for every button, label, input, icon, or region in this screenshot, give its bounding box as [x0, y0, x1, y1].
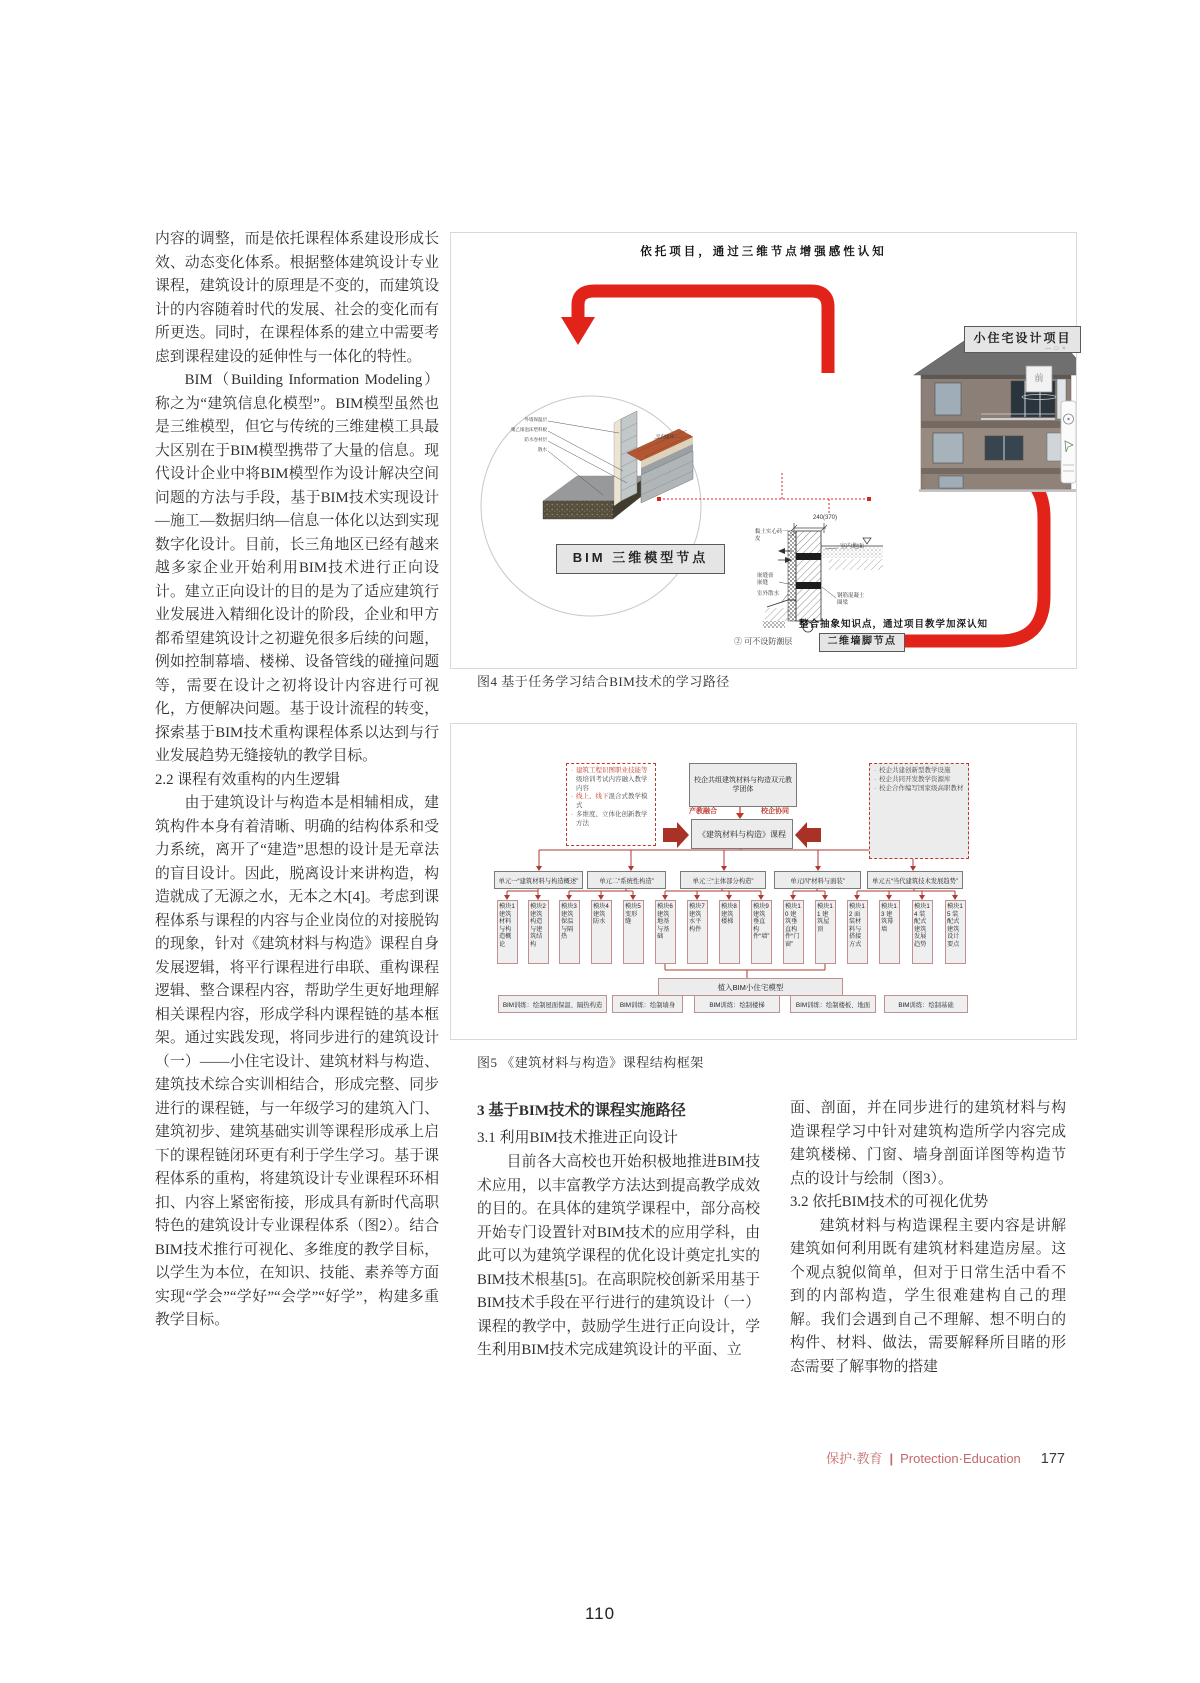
red-arch-arrowhead: [561, 317, 595, 345]
module-box-14: 模块14 装配式建筑发展趋势: [912, 900, 933, 964]
footer-divider: |: [889, 1451, 894, 1466]
left-column: [155, 228, 439, 1333]
module-box-8: 模块8 建筑楼梯: [719, 900, 740, 964]
figure4-integrate-text: 整合抽象知识点，通过项目教学加深认知: [799, 619, 989, 630]
paragraph: 目前各大高校也开始积极地推进BIM技术应用，以丰富教学方法达到提高教学成效的目的。在具体的建筑学课程中，部分高校开始专门设置针对BIM技术的应用学科，由此可以为建筑学课程的优化设计奠定扎实的BIM技术根基[5]。在高职院校创新采用基于BIM技术手段在平行进行的建筑设计（一）课程的教学中，鼓励学生进行正向设计，学生利用BIM技术完成建筑设计的平面、立: [477, 1154, 760, 1358]
unit-box-1: 单元一“建筑材料与构造概述”: [494, 871, 583, 889]
2d-node-label: 二维墙脚节点: [819, 633, 905, 652]
node3d-label-1: 外墙保温层: [524, 417, 547, 422]
middle-column: [477, 1097, 760, 1363]
list-item: · 线上、线下混合式教学模式: [571, 793, 653, 811]
bim-training-box-4: BIM训练：绘制楼板、地面: [790, 995, 876, 1013]
module-box-5: 模块5 变形缝: [623, 900, 644, 964]
section3-heading: 3 基于BIM技术的课程实施路径: [477, 1102, 686, 1119]
figure4-banner: 依托项目，通过三维节点增强感性认知: [640, 246, 887, 258]
detail-dimension: 240(370): [813, 515, 838, 521]
figure5-course-structure: [450, 723, 1077, 1040]
detail-note-text: 可不设防潮层: [744, 637, 793, 646]
module-box-10: 模块10 建筑垂直构件“门窗”: [783, 900, 804, 964]
unit-box-4: 单元四“材料与面装”: [774, 871, 861, 889]
detail-brick-label: 黏土实心砖一皮: [755, 529, 789, 542]
footer-issue-number: 177: [1040, 1451, 1065, 1467]
detail-apron-label: 室外散水: [757, 591, 780, 597]
figure4-caption: 图4 基于任务学习结合BIM技术的学习路径: [477, 674, 730, 689]
detail-seal-label: 嵌缝膏嵌缝: [757, 573, 774, 586]
bim-training-box-1: BIM训练：绘制屋面保温、隔热构造: [498, 995, 607, 1013]
module-box-9: 模块9 建筑垂直构件“墙”: [751, 900, 772, 964]
embed-bim-model-box: 植入BIM小住宅模型: [658, 978, 843, 996]
red-arch-arrow: [578, 291, 828, 373]
figure5-right-resources-box: [869, 763, 969, 859]
node3d-label-floor: 室内地坪: [656, 434, 674, 439]
team-box: 校企共组建筑材料与构造双元教学团体: [689, 763, 797, 807]
module-box-6: 模块6 建筑地基与基础: [655, 900, 676, 964]
block-arrow-right: [663, 822, 689, 848]
figure4-learning-path: [450, 232, 1077, 669]
node3d-label-3: 防水卷材层: [524, 437, 547, 442]
window-controls-icon: — □ ×: [1045, 346, 1067, 352]
bim-training-box-5: BIM训练：绘制基础: [884, 995, 968, 1013]
module-box-4: 模块4 建筑防水: [591, 900, 612, 964]
bim-training-box-3: BIM训练：绘制楼梯: [694, 995, 780, 1013]
list-item: · 多维度、立体化创新教学方法: [571, 811, 653, 829]
paragraph: BIM（Building Information Modeling）称之为“建筑信息化模型”。BIM模型虽然也是三维模型，但它与传统的三维建模工具最大区别在于BIM模型携带了大量的信息。现代设计企业中将BIM模型作为设计解决空间问题的方法与手段，基于BIM技术实现设计—施工—数据归纳—信息一体化以达到实现数字化设计。目前，长三角地区已经有越来越多家企业开始利用BIM技术进行正向设计。建立正向设计的目的是为了适应建筑行业发展进入精细化设计的阶段，企业和甲方都希望建筑设计之初避免很多后续的问题，例如控制幕墙、楼梯、设备管线的碰撞问题等，需要在设计之初将设计内容进行可视化，方便解决问题。基于设计流程的转变，探索基于BIM技术重构课程体系以达到与行业发展趋势无缝接轨的教学目标。: [155, 372, 439, 764]
list-item: · 校企合作编写国家级高职教材: [874, 785, 966, 794]
module-box-11: 模块11 建筑屋顶: [815, 900, 836, 964]
module-box-3: 模块3 建筑保温与隔热: [559, 900, 580, 964]
detail-floor-label: 室内地面: [840, 544, 865, 550]
module-box-13: 模块13 建筑幕墙: [879, 900, 900, 964]
node3d-label-4: 散水: [538, 447, 547, 452]
list-item: · 建筑工程识图职业技能等级培训考试内容融入教学内容: [571, 767, 653, 793]
running-footer: [826, 1448, 1065, 1467]
unit-box-2: 单元二“系统性构造”: [587, 871, 666, 889]
figure5-caption: 图5 《建筑材料与构造》课程结构框架: [477, 1055, 704, 1070]
footer-section-en: Protection·Education: [900, 1451, 1021, 1466]
paragraph: 内容的调整，而是依托课程体系建设形成长效、动态变化体系。根据整体建筑设计专业课程，建筑设计的原理是不变的，而建筑设计的内容随着时代的发展、社会的变化而有所更迭。同时，在课程体系的建立中需要考虑到课程建设的延伸性与一体化的特性。: [155, 231, 439, 365]
list-item: · 校企共建创新型教学设施: [874, 767, 966, 776]
unit-box-3: 单元三“主体部分构造”: [680, 871, 766, 889]
viewcube-front-face: 前: [1034, 373, 1044, 383]
paragraph: 建筑材料与构造课程主要内容是讲解建筑如何利用既有建筑材料建造房屋。这个观点貌似简单，但对于日常生活中看不到的内部构造，学生很难建构自己的理解。我们会遇到自己不理解、想不明白的构件、材料、做法，需要解释所目睹的形态需要了解事物的搭建: [790, 1217, 1066, 1375]
module-box-7: 模块7 建筑水平构件: [687, 900, 708, 964]
unit-box-5: 单元五“当代建筑技术发展趋势”: [867, 871, 963, 889]
node3d-label-2: 聚乙烯泡沫塑料板: [511, 427, 547, 432]
subsection-heading-2-2: 2.2 课程有效重构的内生逻辑: [155, 771, 340, 788]
section32-heading: 3.2 依托BIM技术的可视化优势: [790, 1194, 989, 1210]
section31-heading: 3.1 利用BIM技术推进正向设计: [477, 1130, 678, 1146]
right-column: [790, 1097, 1066, 1379]
module-box-15: 模块15 装配式建筑设计要点: [945, 900, 966, 964]
house-project-label: 小住宅设计项目: [964, 326, 1081, 353]
label-school-enterprise: 校企协同: [761, 808, 789, 815]
detail-note-number: ②: [734, 637, 742, 646]
module-box-1: 模块1 建筑材料与构造概论: [497, 900, 518, 964]
house-ground: [919, 489, 1076, 492]
module-box-12: 模块12 面装材料与搭接方式: [847, 900, 868, 964]
bim-3d-node-label: BIM 三维模型节点: [556, 544, 725, 574]
paragraph: 面、剖面，并在同步进行的建筑材料与构造课程学习中针对建筑构造所学内容完成建筑楼梯、门窗、墙身剖面详图等构造节点的设计与绘制（图3）。: [790, 1100, 1066, 1187]
bim-training-box-2: BIM训练：绘制墙身: [612, 995, 683, 1013]
block-arrow-left: [795, 822, 821, 848]
module-box-2: 模块2 建筑构造与建筑结构: [528, 900, 549, 964]
course-box: 《建筑材料与构造》课程: [691, 819, 793, 849]
page-number: 110: [584, 1604, 616, 1623]
list-item: · 校企共同开发教学资源库: [874, 776, 966, 785]
footer-section-cn: 保护·教育: [826, 1451, 883, 1466]
figure5-left-methods-box: [566, 763, 656, 846]
paragraph: 由于建筑设计与构造本是相辅相成，建筑构件本身有着清晰、明确的结构体系和受力系统，离开了“建造”思想的设计是无章法的盲目设计。因此，脱离设计来讲构造，构造就成了无源之水，无本之木[4]。考虑到课程体系与课程的内容与企业岗位的对接脱钩的现象，针对《建筑材料与构造》课程自身发展逻辑，将平行课程进行串联、重构课程逻辑、整合课程内容，帮助学生更好地理解相关课程内容，形成学科内课程链的基本框架。通过实践发现，将同步进行的建筑设计（一）——小住宅设计、建筑材料与构造、建筑技术综合实训相结合，形成完整、同步进行的课程链，与一年级学习的建筑入门、建筑初步、建筑基础实训等课程形成承上启下的课程链闭环更有利于学生学习。基于课程体系的重构，将建筑设计专业课程环环相扣、内容上紧密衔接，形成具有新时代高职特色的建筑设计专业课程体系（图2）。结合BIM技术推行可视化、多维度的教学目标，以学生为本位，在知识、技能、素养等方面实现“学会”“学好”“会学”“好学”，构建多重教学目标。: [155, 795, 439, 1328]
label-industry-education: 产教融合: [689, 808, 717, 815]
detail-beam-label: 钢筋混凝土圈梁: [837, 593, 865, 606]
